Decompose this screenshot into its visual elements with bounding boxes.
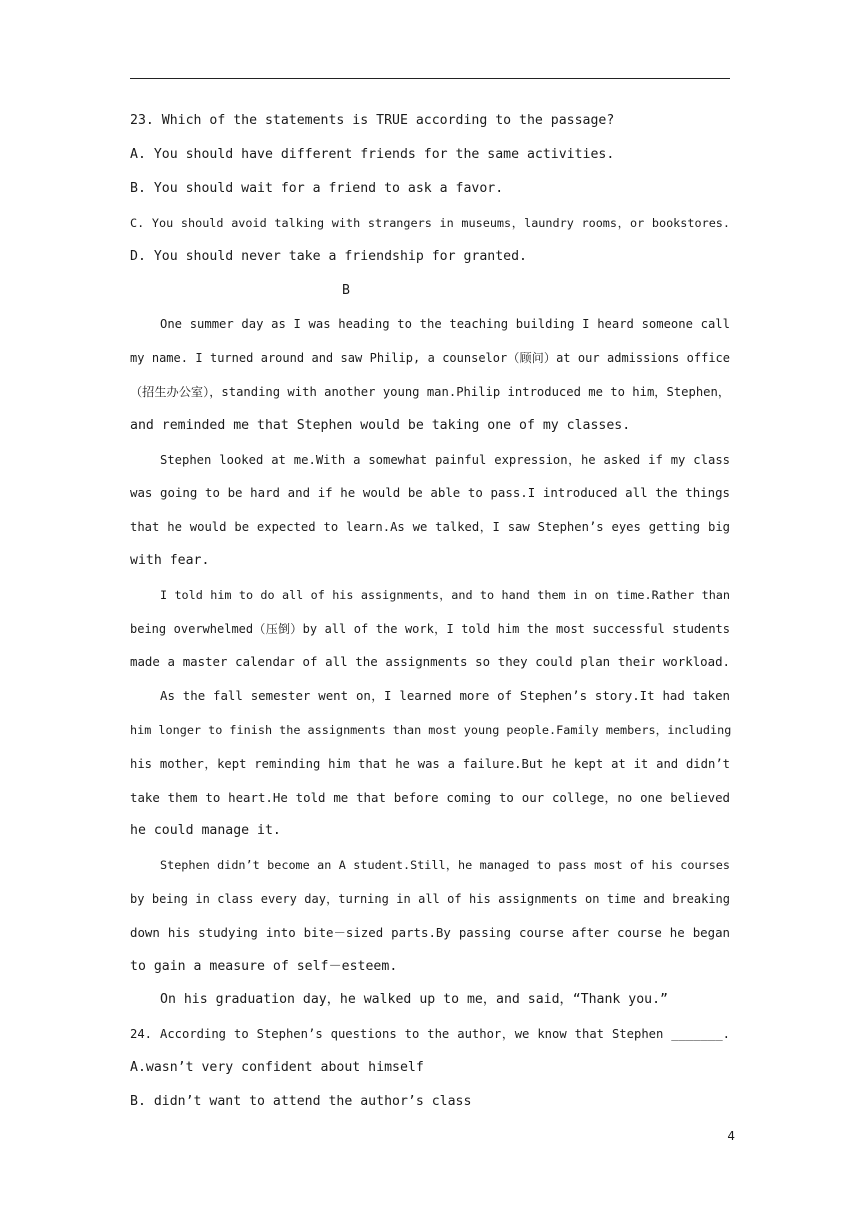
passage-line: and reminded me that Stephen would be taking one of my classes. [130,418,631,433]
passage-line: One summer day as I was heading to the teaching building I heard someone call [160,317,730,331]
passage-line: was going to be hard and if he would be able to pass.I introduced all the things [130,485,730,500]
q24-option-a: A.wasn’t very confident about himself [130,1060,424,1075]
page-number: 4 [727,1129,735,1143]
passage-line: my name. I turned around and saw Philip, a counselor（顾问）at our admissions office [130,351,730,365]
q23-question: 23. Which of the statements is TRUE according to the passage? [130,113,615,128]
passage-line: made a master calendar of all the assignments so they could plan their workload. [130,654,730,669]
passage-line: As the fall semester went on，I learned more of Stephen’s story.It had taken [160,688,730,703]
passage-line: （招生办公室），standing with another young man.Philip introduced me to him，Stephen， [130,385,731,399]
passage-line: that he would be expected to learn.As we talked，I saw Stephen’s eyes getting big [130,520,730,534]
passage-line: take them to heart.He told me that before coming to our college，no one believed [130,790,730,805]
passage-line: down his studying into bite－sized parts.By passing course after course he began [130,925,730,940]
passage-line: with fear. [130,553,210,568]
passage-line: On his graduation day，he walked up to me，and said，“Thank you.” [160,992,668,1007]
q24-option-b: B. didn’t want to attend the author’s class [130,1094,472,1109]
passage-line: him longer to finish the assignments than most young people.Family members，including [130,723,732,737]
passage-line: to gain a measure of self－esteem. [130,959,398,974]
passage-line: by being in class every day，turning in all of his assignments on time and breaking [130,892,730,906]
passage-line: being overwhelmed（压倒）by all of the work，I told him the most successful students [130,622,730,636]
passage-line: his mother，kept reminding him that he was a failure.But he kept at it and didn’t [130,757,730,771]
passage-line: I told him to do all of his assignments，and to hand them in on time.Rather than [160,588,730,602]
passage-line: he could manage it. [130,823,281,838]
q23-option-a: A. You should have different friends for the same activities. [130,147,615,162]
q24-question: 24. According to Stephen’s questions to the author，we know that Stephen _______. [130,1027,730,1041]
q23-option-c: C. You should avoid talking with strangers in museums，laundry rooms，or bookstores. [130,216,730,230]
header-rule [130,78,730,79]
q23-option-d: D. You should never take a friendship for granted. [130,249,527,264]
section-label: B [342,283,350,298]
passage-line: Stephen didn’t become an A student.Still，he managed to pass most of his courses [160,858,730,872]
q23-option-b: B. You should wait for a friend to ask a favor. [130,181,504,196]
passage-line: Stephen looked at me.With a somewhat painful expression，he asked if my class [160,453,730,467]
